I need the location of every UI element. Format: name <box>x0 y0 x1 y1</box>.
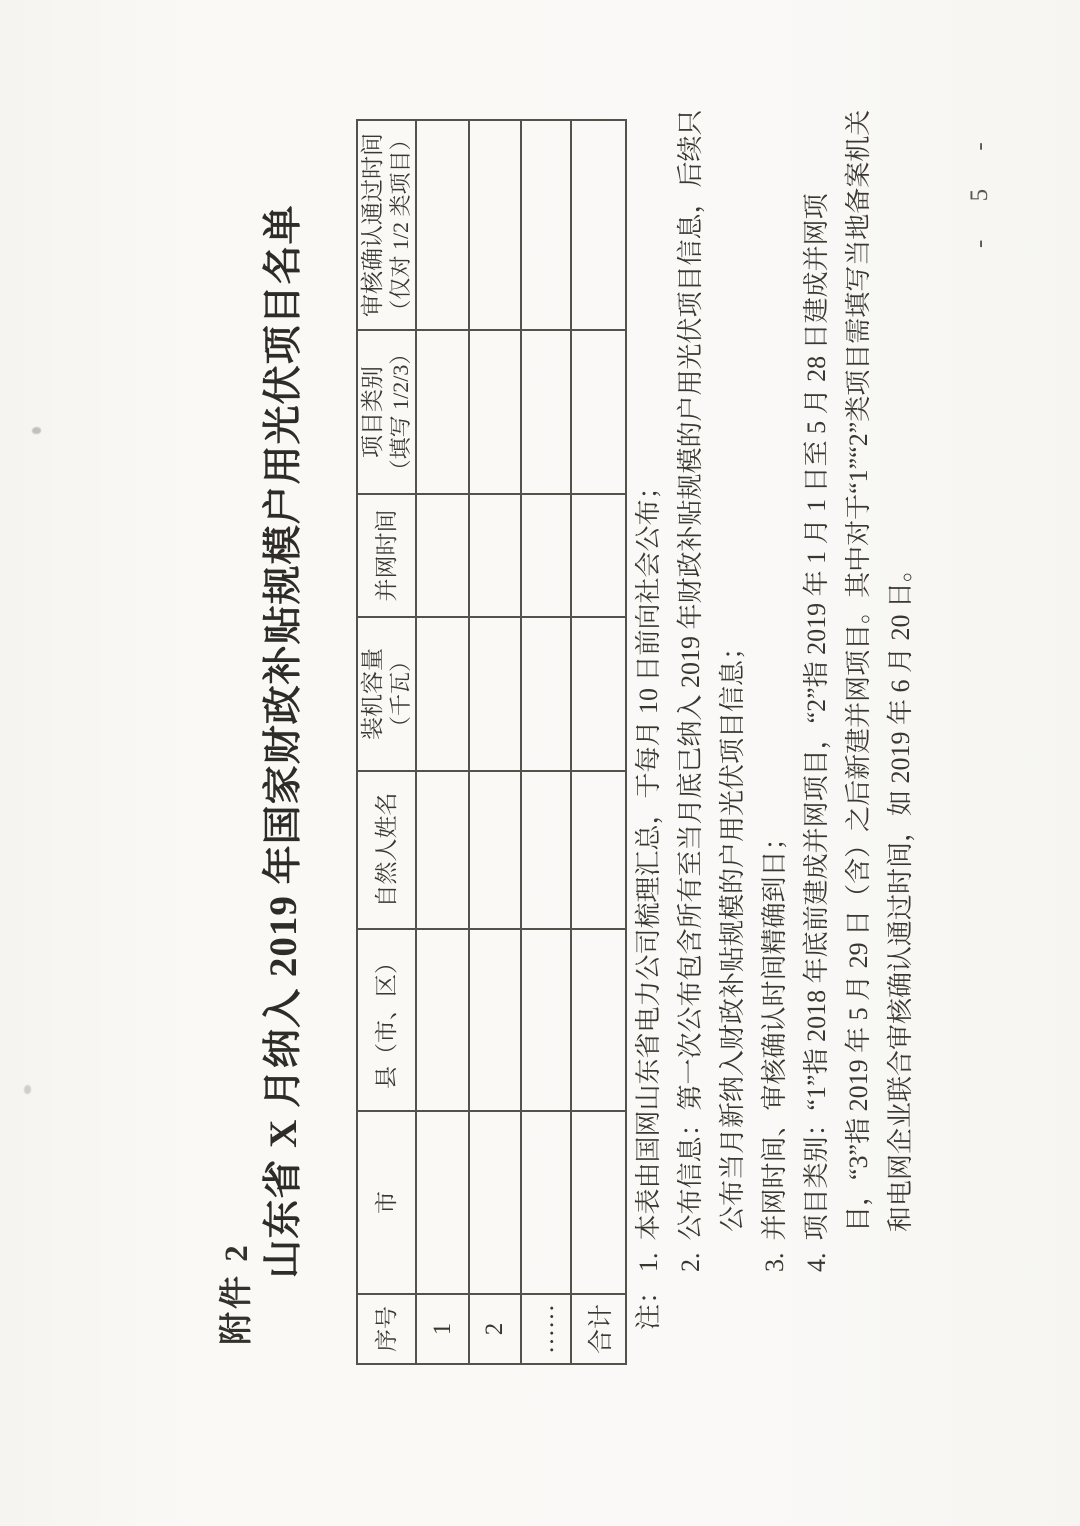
table-cell <box>571 1111 626 1294</box>
table-cell <box>521 330 571 494</box>
table-row-total <box>571 120 626 1364</box>
col-header-review-confirm-time <box>357 120 416 330</box>
table-cell <box>521 617 571 771</box>
col-header-project-category <box>357 330 416 494</box>
note-item-number: 3. <box>760 1252 789 1272</box>
scan-artifact <box>32 427 41 434</box>
table-cell <box>571 494 626 617</box>
row-index-cell: …… <box>521 1294 571 1364</box>
table-cell <box>416 1111 469 1294</box>
header-label: 审核确认通过时间 <box>360 133 385 317</box>
row-index-cell: 2 <box>469 1294 521 1364</box>
table-row <box>416 120 469 1364</box>
table-cell <box>416 330 469 494</box>
header-label: 装机容量 <box>360 648 385 740</box>
notes-items <box>628 106 922 1272</box>
col-header-grid-connection-time <box>357 494 416 617</box>
col-header-county <box>357 929 416 1111</box>
note-item-number: 1. <box>634 1252 663 1272</box>
table-cell <box>571 330 626 494</box>
note-item-text: 项目类别：“1”指 2018 年底前建成并网项目，“2”指 2019 年 1 月 1 日至 5 月 28 日建成并网项目，“3”指 2019 年 5 月 29 日（含）之后新建并网项目。其中对于“1”“2”类项目需填写当地备案机关和电网企业联合审核确认通过时间，如 2019 年 6 月 20 日。 <box>802 109 915 1241</box>
table-row <box>469 120 521 1364</box>
note-item-text: 公布信息：第一次公布包含所有至当月底已纳入 2019 年财政补贴规模的户用光伏项目信息，后续只公布当月新纳入财政补贴规模的户用光伏项目信息； <box>676 109 747 1241</box>
header-sub-label: （千瓦） <box>388 650 413 739</box>
table-header-row <box>357 120 416 1364</box>
note-item <box>796 106 922 1272</box>
col-header-capacity <box>357 617 416 771</box>
header-label: 项目类别 <box>360 366 385 458</box>
table-cell <box>521 771 571 929</box>
table-cell <box>416 120 469 330</box>
col-header-index <box>357 1294 416 1364</box>
header-sub-label: （仅对 1/2 类项目） <box>388 128 413 322</box>
table-cell <box>416 771 469 929</box>
table-cell <box>469 617 521 771</box>
table-cell <box>571 929 626 1111</box>
table-cell <box>469 120 521 330</box>
table-cell <box>571 771 626 929</box>
table-cell <box>416 494 469 617</box>
table-row <box>521 120 571 1364</box>
table-cell <box>521 1111 571 1294</box>
note-item <box>754 106 796 1272</box>
table-cell <box>469 929 521 1111</box>
table-cell <box>469 494 521 617</box>
table-cell <box>416 929 469 1111</box>
header-label: 序号 <box>373 1306 399 1352</box>
scan-artifact <box>24 1085 31 1094</box>
note-item-text: 本表由国网山东省电力公司梳理汇总，于每月 10 日前向社会公布； <box>634 473 663 1241</box>
col-header-person-name <box>357 771 416 929</box>
note-item <box>670 106 754 1272</box>
header-label: 自然人姓名 <box>373 792 399 908</box>
header-label: 县（市、区） <box>373 951 399 1089</box>
table-cell <box>416 617 469 771</box>
table-cell <box>521 929 571 1111</box>
note-item-number: 4. <box>802 1252 831 1272</box>
note-item-text: 并网时间、审核确认时间精确到日； <box>760 824 789 1241</box>
table-cell <box>469 771 521 929</box>
table-cell <box>571 617 626 771</box>
note-item <box>628 106 670 1272</box>
row-index-cell: 1 <box>416 1294 469 1364</box>
page-title: 山东省 X 月纳入 2019 年国家财政补贴规模户用光伏项目名单 <box>262 204 305 1279</box>
table-cell <box>469 1111 521 1294</box>
row-index-cell: 合计 <box>571 1294 626 1364</box>
table-cell <box>571 120 626 330</box>
pv-project-table <box>356 119 627 1365</box>
table-cell <box>521 120 571 330</box>
notes-label: 注： <box>634 1277 663 1330</box>
header-label: 市 <box>373 1191 399 1214</box>
page-number: - 5 - <box>966 126 993 248</box>
note-item-number: 2. <box>676 1252 705 1272</box>
notes <box>628 106 922 1330</box>
col-header-city <box>357 1111 416 1294</box>
table-cell <box>469 330 521 494</box>
header-label: 并网时间 <box>373 509 399 602</box>
table-cell <box>521 494 571 617</box>
header-sub-label: （填写 1/2/3） <box>388 342 413 482</box>
attachment-label: 附件 2 <box>219 1242 255 1345</box>
